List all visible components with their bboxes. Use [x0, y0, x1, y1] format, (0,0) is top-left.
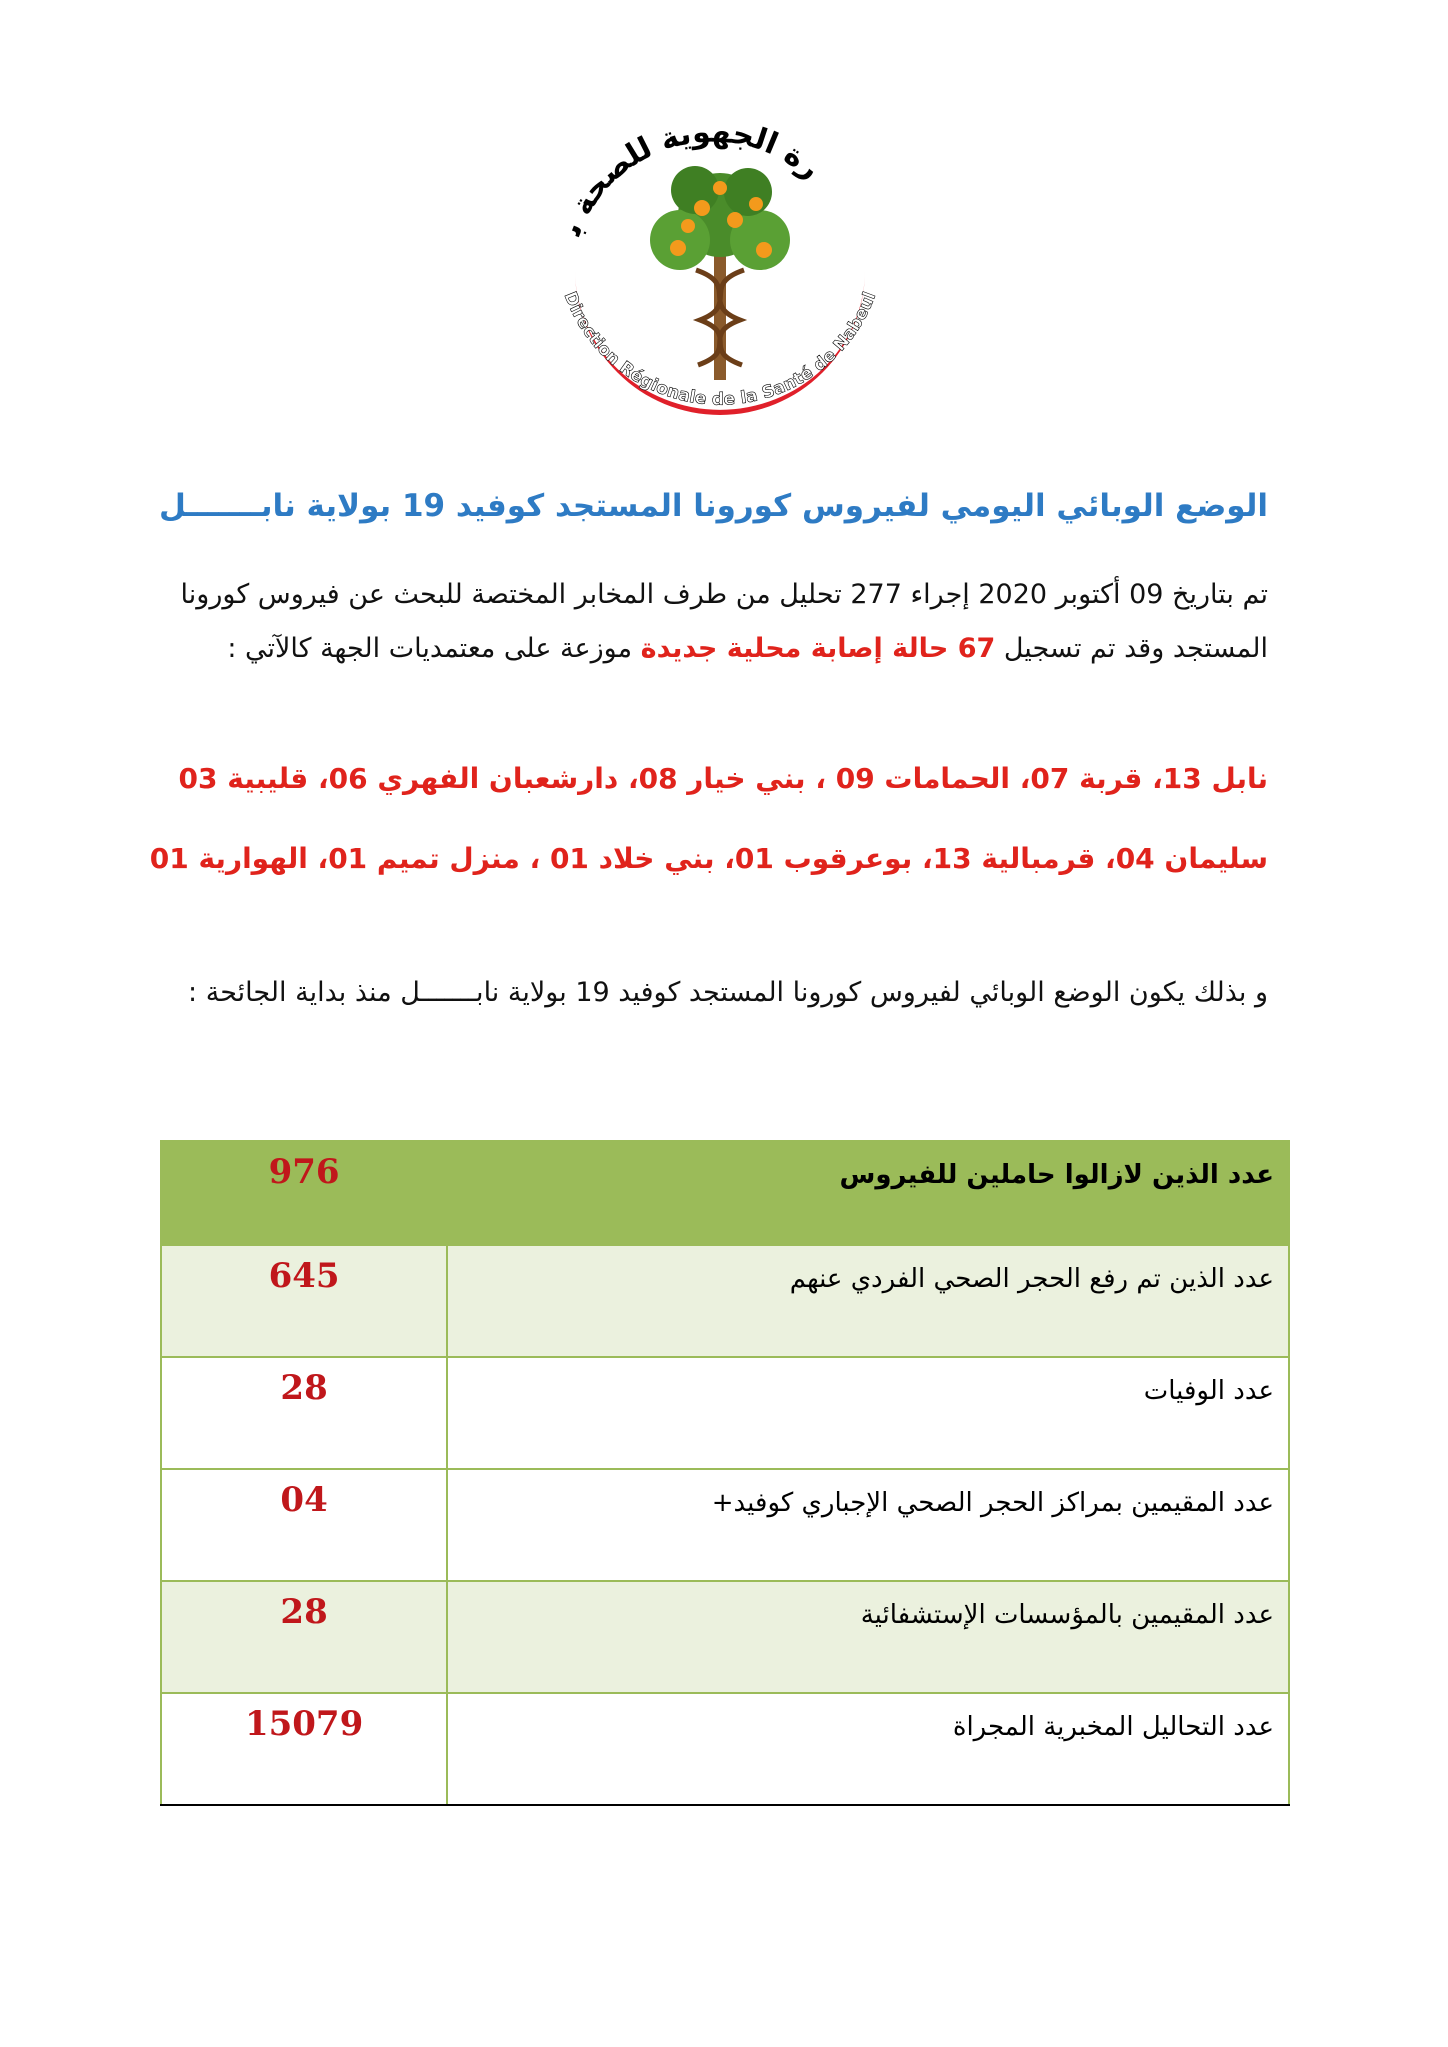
intro-paragraph: [168, 568, 1268, 676]
table-row-label: عدد التحاليل المخبرية المجراة: [447, 1693, 1289, 1805]
health-directorate-logo: [520, 120, 920, 460]
table-row-label: عدد الذين لازالوا حاملين للفيروس: [447, 1141, 1289, 1245]
table-row: [161, 1469, 1289, 1581]
table-row: [161, 1141, 1289, 1245]
table-row: [161, 1693, 1289, 1805]
table-row-value: 04: [161, 1469, 447, 1581]
regions-line-1: نابل 13، قربة 07، الحمامات 09 ، بني خيار 08، دارشعبان الفهري 06، قليبية 03: [178, 762, 1268, 795]
table-row: [161, 1245, 1289, 1357]
summary-paragraph: و بذلك يكون الوضع الوبائي لفيروس كورونا المستجد كوفيد 19 بولاية نابـــــــل منذ بداية الجائحة :: [188, 977, 1268, 1008]
intro-text-start: تم بتاريخ 09 أكتوبر 2020 إجراء 277 تحليل من طرف المخابر المختصة للبحث عن فيروس كورونا المستجد وقد تم تسجيل: [180, 579, 1268, 664]
new-cases-label: حالة إصابة محلية جديدة: [640, 633, 958, 664]
statistics-table: [160, 1140, 1290, 1806]
table-row-label: عدد المقيمين بمراكز الحجر الصحي الإجباري كوفيد+: [447, 1469, 1289, 1581]
table-row-label: عدد الوفيات: [447, 1357, 1289, 1469]
table-row-label: عدد المقيمين بالمؤسسات الإستشفائية: [447, 1581, 1289, 1693]
table-row: [161, 1357, 1289, 1469]
logo-arabic-text: رة الجهوية للصحة ب: [553, 120, 828, 240]
table-row-value: 645: [161, 1245, 447, 1357]
table-row-value: 15079: [161, 1693, 447, 1805]
table-row-value: 28: [161, 1581, 447, 1693]
page-title: الوضع الوبائي اليومي لفيروس كورونا المستجد كوفيد 19 بولاية نابـــــــل: [159, 488, 1268, 524]
table-row-value: 28: [161, 1357, 447, 1469]
table-row-value: 976: [161, 1141, 447, 1245]
table-row-label: عدد الذين تم رفع الحجر الصحي الفردي عنهم: [447, 1245, 1289, 1357]
new-cases-count: 67: [957, 633, 996, 664]
table-row: [161, 1581, 1289, 1693]
tree-caduceus-icon: [650, 166, 790, 380]
logo-french-text: Direction Régionale de la Santé de Nabeul: [559, 289, 881, 410]
regions-line-2: سليمان 04، قرمبالية 13، بوعرقوب 01، بني خلاد 01 ، منزل تميم 01، الهوارية 01: [149, 842, 1268, 875]
intro-text-end: موزعة على معتمديات الجهة كالآتي :: [227, 633, 641, 664]
